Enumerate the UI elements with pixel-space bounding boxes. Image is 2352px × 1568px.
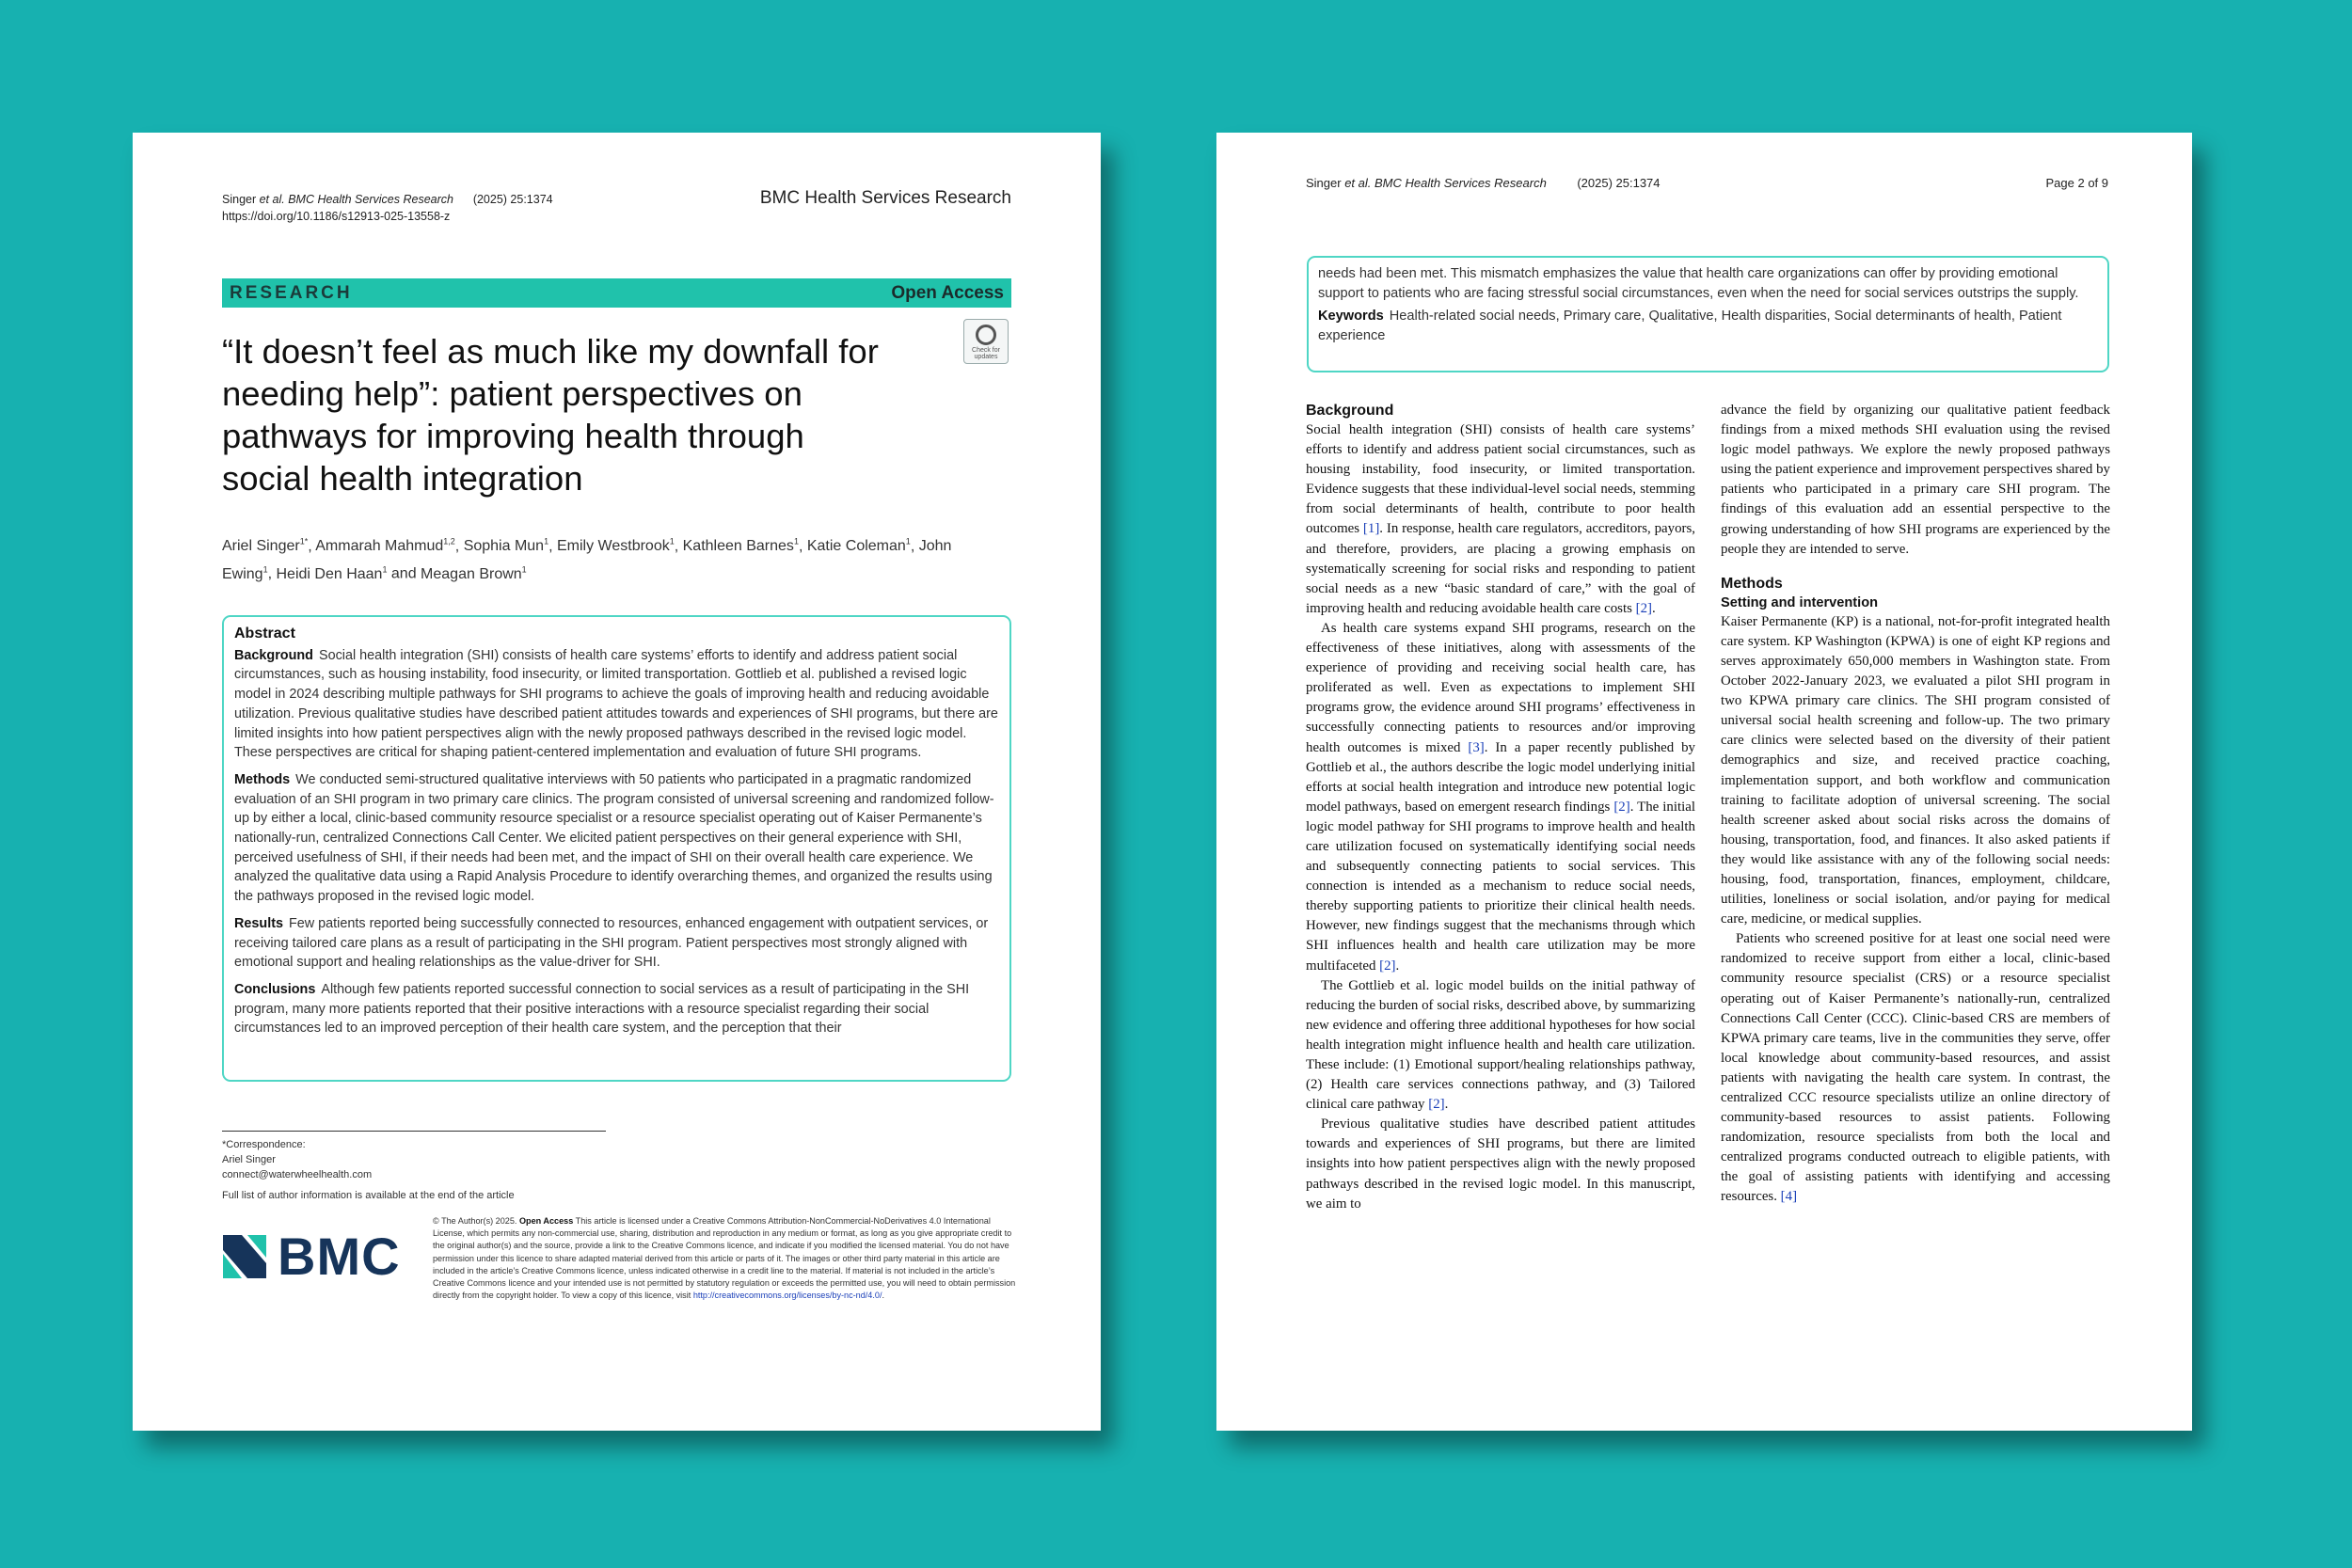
author-affiliation-sup: 1,2 [443,537,455,546]
abstract-heading: Abstract [234,626,295,641]
article-page-2 [1216,133,2192,1431]
body-column-right [1721,401,2110,1208]
author-list: Ariel Singer$^{1*}$, Ammarah Mahmud$^{1,2}$, Sophia Mun$^1$, Emily Westbrook$^1$, Kathleen Barnes$^1$, Katie Coleman$^1$, John Ewing$^1$, Heidi Den Haan$^1$ and Meagan Brown$^1$ [222,537,952,582]
citation-author: Singer [222,193,260,206]
reference-link[interactable]: [3] [1468,739,1485,755]
author-name-text: Kathleen Barnes [682,538,794,555]
section-heading-methods: Methods [1721,575,1783,592]
author-name-text: Emily Westbrook [556,538,670,555]
correspondence-block [222,1137,372,1182]
author-name[interactable] [276,566,387,582]
keywords-label: Keywords [1318,309,1384,324]
reference-link[interactable]: [2] [1613,799,1630,815]
keywords-text: Health-related social needs, Primary care, Qualitative, Health disparities, Social determinants of health, Patient experience [1318,309,2062,343]
paragraph: Kaiser Permanente (KP) is a national, not-for-profit integrated health care system. KP Washington (KPWA) is one of eight KP regions and serves approximately 650,000 members in Washington state. From October 2022-January 2023, we evaluated a pilot SHI program in two KPWA primary care clinics. The SHI program consisted of universal social health screening and follow-up. The two primary care clinics were selected based on the diversity of their patient demographics and size, and received practice coaching, implementation support, and both workflow and communication training to facilitate adoption of universal screening. The social health screener asked about social risks across the domains of housing, transportation, food, and finances. It also asked patients if they would like assistance with any of the following social needs: housing, food, transportation, finances, employment, childcare, utilities, loneliness or social isolation, and/or paying for medical care, medicine, or medical supplies. [1721,613,2110,927]
license-end: . [882,1291,885,1301]
correspondence-label: *Correspondence: [222,1139,306,1150]
check-updates-text-2: updates [974,354,998,360]
bmc-logo-text: BMC [278,1227,401,1286]
license-open-access: Open Access [518,1216,574,1226]
reference-link[interactable]: [4] [1780,1189,1798,1205]
bmc-logo-mark-icon [223,1235,266,1278]
author-affiliation-sup: 1 [262,564,268,575]
author-affiliation-sup: 1 [793,537,799,546]
license-text [433,1215,1016,1302]
subsection-heading-setting: Setting and intervention [1721,594,1879,610]
citation-journal: BMC Health Services Research [288,193,453,206]
abstract-continuation-box [1307,256,2109,372]
abstract-methods [234,770,999,907]
article-title: “It doesn’t feel as much like my downfall for needing help”: patient perspectives on pathways for improving health through social health integration [222,332,879,498]
author-name-text: Katie Coleman [806,538,906,555]
license-copyright: © The Author(s) 2025. [433,1216,517,1226]
open-access-label: Open Access [891,282,1004,303]
paragraph: As health care systems expand SHI programs, research on the effectiveness of these initiatives, along with assessments of the experience of providing and receiving social health care, has proliferated as well. Even as expectations to implement SHI programs grow, the evidence around SHI programs’ effectiveness in successfully connecting patients to resources and/or improving health outcomes is mixed [3]. In a paper recently published by Gottlieb et al., the authors describe the logic model underlying initial efforts at social health integration and introduce new potential logic model pathways, based on emergent research findings [2]. The initial logic model pathway for SHI programs to improve health and health care utilization focused on systematically identifying social needs and subsequently connecting patients to social services. This connection is intended as a mechanism to reduce social needs, thereby supporting patients to prioritize their clinical health needs. However, new findings suggest that the mechanisms through which SHI influences health and health care utilization may be more multifaceted [2]. [1306,620,1695,974]
article-type-bar [222,278,1011,308]
abstract-conclusions-label: Conclusions [234,981,316,997]
running-header-author: Singer [1306,176,1345,190]
research-label: RESEARCH [230,282,353,303]
author-affiliation-sup: 1 [905,537,911,546]
author-name[interactable] [807,538,911,554]
author-name-text: Heidi Den Haan [276,565,383,582]
abstract-results [234,914,999,973]
doi-link[interactable]: https://doi.org/10.1186/s12913-025-13558-z [222,210,451,223]
author-name-text: Ammarah Mahmud [315,538,444,555]
body-column-left [1306,401,1695,1214]
paragraph: Previous qualitative studies have described patient attitudes towards and experiences of SHI programs, but there are limited insights into how patient perspectives align with the newly proposed pathways described in the revised logic model. In this manuscript, we aim to [1306,1117,1695,1212]
author-name-text: Sophia Mun [463,538,545,555]
author-name[interactable] [683,538,799,554]
citation-block [222,191,553,225]
license-link[interactable]: http://creativecommons.org/licenses/by-nc-nd/4.0/ [692,1291,882,1301]
article-page-1 [133,133,1101,1431]
author-affiliation-sup: 1 [669,537,675,546]
running-header-journal: BMC Health Services Research [1375,176,1547,190]
abstract-results-label: Results [234,915,283,931]
author-affiliation-sup: 1 [382,564,388,575]
abstract-results-text: Few patients reported being successfully connected to resources, enhanced engagement with outpatient services, or receiving tailored care plans as a result of participating in the SHI program. Patient perspectives most strongly aligned with emotional support and healing relationships as the value-driver for SHI. [234,915,989,971]
abstract-background [234,646,999,763]
reference-link[interactable]: [1] [1362,521,1380,537]
check-updates-icon [976,325,996,345]
license-body: This article is licensed under a Creative Commons Attribution-NonCommercial-NoDerivatives 4.0 International License, which permits any non-commercial use, sharing, distribution and reproduction in any medium or format, as long as you give appropriate credit to the original author(s) and the source, provide a link to the Creative Commons licence, and indicate if you modified the licensed material. You do not have permission under this licence to share adapted material derived from this article or parts of it. The images or other third party material in this article are included in the article’s Creative Commons licence, unless indicated otherwise in a credit line to the material. If material is not included in the article’s Creative Commons licence and your intended use is not permitted by statutory regulation or exceeds the permitted use, you will need to obtain permission directly from the copyright holder. To view a copy of this licence, visit [433,1216,1016,1301]
paragraph: The Gottlieb et al. logic model builds on the initial pathway of reducing the burden of social risks, described above, by summarizing new evidence and offering three additional hypotheses for how social health integration might influence health and health care utilization. These include: (1) Emotional support/healing relationships pathway, (2) Health care services connections pathway, and (3) Tailored clinical care pathway [2]. [1306,977,1695,1113]
page-number: Page 2 of 9 [2045,176,2108,190]
author-name-text: John Ewing [222,538,952,582]
author-affiliation-sup: 1 [544,537,549,546]
paragraph: Social health integration (SHI) consists of health care systems’ efforts to identify and address patient social circumstances, such as housing instability, food insecurity, or limited transportation. Evidence suggests that these individual-level social needs, stemming from social determinants of health, contribute to poor health outcomes [1]. In response, health care regulators, accreditors, payors, and therefore, providers, are placing a growing emphasis on systematically screening for social risks and responding to patient social needs as a new “basic standard of care,” with the goal of improving health and reducing avoidable health care costs [2]. [1306,422,1696,616]
check-updates-text: Check for [972,347,1000,354]
running-header-citation [1306,176,1661,190]
abstract-methods-text: We conducted semi-structured qualitative interviews with 50 patients who participated in a pragmatic randomized evaluation of an SHI program in two primary care clinics. The program consisted of universal screening and randomized follow-up by either a local, clinic-based community resource specialist or a resource specialist operating out of Kaiser Permanente’s nationally-run, centralized Connections Call Center. We elicited patient perspectives on their general experience with SHI, perceived usefulness of SHI, if their needs had been met, and the impact of SHI on their overall health care experience. We analyzed the qualitative data using a Rapid Analysis Procedure to identify overarching themes, and organized the results using the pathways proposed in the revised logic model. [234,771,994,905]
abstract-background-text: Social health integration (SHI) consists of health care systems’ efforts to identify and address patient social circumstances, such as housing instability, food insecurity, or limited transportation. Gottlieb et al. published a revised logic model in 2024 describing multiple pathways for SHI programs to achieve the goals of improving health and reducing avoidable utilization. Previous qualitative studies have described patient attitudes towards and experiences of SHI programs, but there are limited insights into how patient perspectives align with the newly proposed pathways described in the revised logic model. These perspectives are critical for shaping patient-centered implementation and evaluation of future SHI programs. [234,647,998,761]
abstract-conclusions-text: Although few patients reported successful connection to social services as a result of participating in the SHI program, many more patients reported that their positive interactions with a resource specialist regarding their social circumstances led to an improved perception of their health care system, and the perception that their [234,981,970,1037]
author-name-text: Meagan Brown [421,565,522,582]
author-affiliation-sup: 1* [299,537,309,546]
bmc-logo [223,1227,411,1286]
journal-header: BMC Health Services Research [759,188,1011,208]
reference-link[interactable]: [2] [1379,958,1396,974]
running-header-year: (2025) 25:1374 [1577,176,1661,190]
abstract-background-label: Background [234,647,313,663]
keywords [1318,307,2098,346]
check-for-updates-button[interactable] [963,319,1009,364]
section-heading-background: Background [1306,403,1394,419]
running-header-etal: et al. [1344,176,1372,190]
author-name-text: Ariel Singer [222,538,300,555]
abstract-conclusions [234,980,999,1038]
reference-link[interactable]: [2] [1428,1097,1445,1113]
author-info-note: Full list of author information is available at the end of the article [222,1190,515,1201]
abstract-continuation-text: needs had been met. This mismatch emphasizes the value that health care organizations can offer by providing emotional support to patients who are facing stressful social circumstances, even when the need for social services outstrips the supply. [1318,266,2079,301]
reference-link[interactable]: [2] [1635,600,1653,616]
paragraph: advance the field by organizing our qualitative patient feedback findings from a mixed methods SHI evaluation using the revised logic model pathways. We explore the newly proposed pathways using the patient experience and improvement perspectives shared by patients who participated in a primary care SHI program. The findings of this evaluation add an essential perspective to the growing understanding of how SHI programs are experienced by the people they are intended to serve. [1721,403,2110,557]
author-name[interactable] [464,538,548,554]
author-name[interactable] [315,538,455,554]
author-name[interactable] [421,566,527,582]
paragraph: Patients who screened positive for at least one social need were randomized to receive support from either a local, clinic-based community resource specialist (CRS) or a resource specialist operating out of Kaiser Permanente’s nationally-run, centralized Connections Call Center (CCC). Clinic-based CRS are members of KPWA primary care teams, live in the communities they serve, offer local knowledge about community-based resources, and assist patients with navigating the health care system. In contrast, the centralized CCC resource specialists utilize an online directory of community-based resources to assist patients. Following randomization, resource specialists from both the local and centralized programs conducted outreach to eligible patients, with the goal of assisting patients with identifying and accessing resources. [4] [1721,931,2110,1205]
author-name[interactable] [222,538,308,554]
footnote-divider [222,1131,606,1132]
correspondence-name: Ariel Singer [222,1154,276,1165]
citation-year: (2025) 25:1374 [472,193,553,206]
author-name[interactable] [557,538,675,554]
correspondence-email[interactable]: connect@waterwheelhealth.com [222,1169,373,1180]
abstract-methods-label: Methods [234,771,291,787]
author-affiliation-sup: 1 [521,564,527,575]
abstract-box [222,615,1011,1082]
citation-etal: et al. [259,193,285,206]
